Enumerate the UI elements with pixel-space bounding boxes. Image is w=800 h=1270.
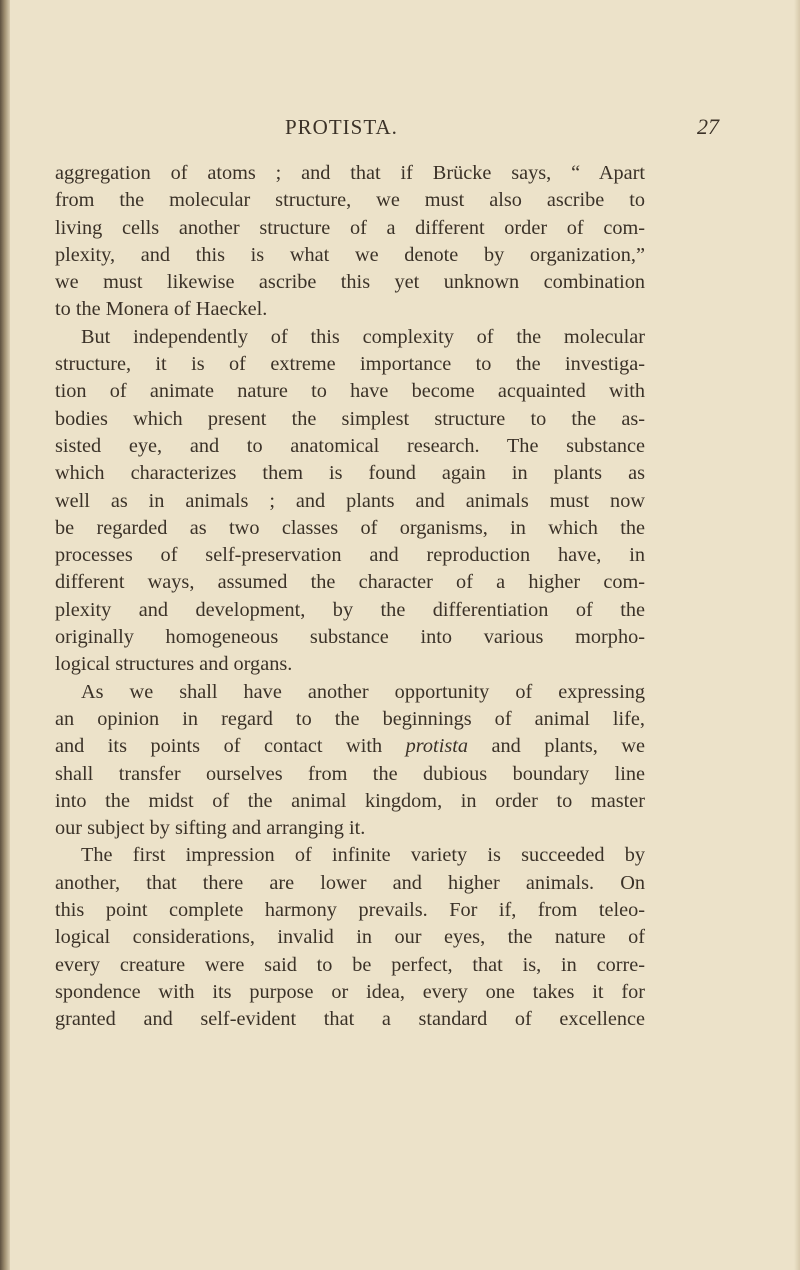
text-line: we must likewise ascribe this yet unknown combination <box>55 271 645 294</box>
text-line: processes of self-preservation and reproduction have, in <box>55 544 645 567</box>
text-line: every creature were said to be perfect, that is, in corre- <box>55 953 645 976</box>
text-line: to the Monera of Haeckel. <box>55 298 268 321</box>
page-gutter-shadow <box>0 0 10 1270</box>
text-line: shall transfer ourselves from the dubious boundary line <box>55 762 645 785</box>
text-line: living cells another structure of a different order of com- <box>55 216 645 239</box>
text-line: originally homogeneous substance into various morpho- <box>55 626 645 649</box>
page-right-edge <box>794 0 800 1270</box>
text-line: different ways, assumed the character of a higher com- <box>55 571 645 594</box>
italic-term-protista: protista <box>405 735 468 758</box>
text-line: The first impression of infinite variety is succeeded by <box>81 844 645 867</box>
paragraph <box>55 842 645 1033</box>
text-line-with-italic <box>55 733 645 760</box>
text-line: sisted eye, and to anatomical research. The substance <box>55 434 645 457</box>
text-line: granted and self-evident that a standard of excellence <box>55 1008 645 1031</box>
text-line: from the molecular structure, we must also ascribe to <box>55 189 645 212</box>
text-line: But independently of this complexity of the molecular <box>81 325 645 348</box>
running-head: PROTISTA. <box>285 115 398 139</box>
text-line: logical structures and organs. <box>55 653 293 676</box>
body-text <box>55 160 645 1034</box>
text-line: As we shall have another opportunity of expressing <box>81 680 645 703</box>
paragraph <box>55 160 645 324</box>
text-line: an opinion in regard to the beginnings of animal life, <box>55 707 645 730</box>
text-line: be regarded as two classes of organisms, in which the <box>55 516 645 539</box>
page-header <box>0 112 800 142</box>
text-line: structure, it is of extreme importance to the investiga- <box>55 353 645 376</box>
text-line: well as in animals ; and plants and animals must now <box>55 489 645 512</box>
text-line: which characterizes them is found again in plants as <box>55 462 645 485</box>
text-line: logical considerations, invalid in our eyes, the nature of <box>55 926 645 949</box>
text-line: our subject by sifting and arranging it. <box>55 817 366 840</box>
text-segment: and plants, we <box>468 735 645 758</box>
text-line: into the midst of the animal kingdom, in order to master <box>55 789 645 812</box>
text-line: plexity, and this is what we denote by organization,” <box>55 243 645 266</box>
text-line: bodies which present the simplest structure to the as- <box>55 407 645 430</box>
text-line: plexity and development, by the differentiation of the <box>55 598 645 621</box>
text-line: aggregation of atoms ; and that if Brücke says, “ Apart <box>55 162 645 184</box>
text-line: tion of animate nature to have become acquainted with <box>55 380 645 403</box>
text-segment: and its points of contact with <box>55 735 406 758</box>
paragraph <box>55 679 645 843</box>
text-line: another, that there are lower and higher animals. On <box>55 871 645 894</box>
text-line: spondence with its purpose or idea, every one takes it for <box>55 980 645 1003</box>
text-line: this point complete harmony prevails. For if, from teleo- <box>55 899 645 922</box>
paragraph <box>55 324 645 679</box>
page-number: 27 <box>697 114 719 139</box>
